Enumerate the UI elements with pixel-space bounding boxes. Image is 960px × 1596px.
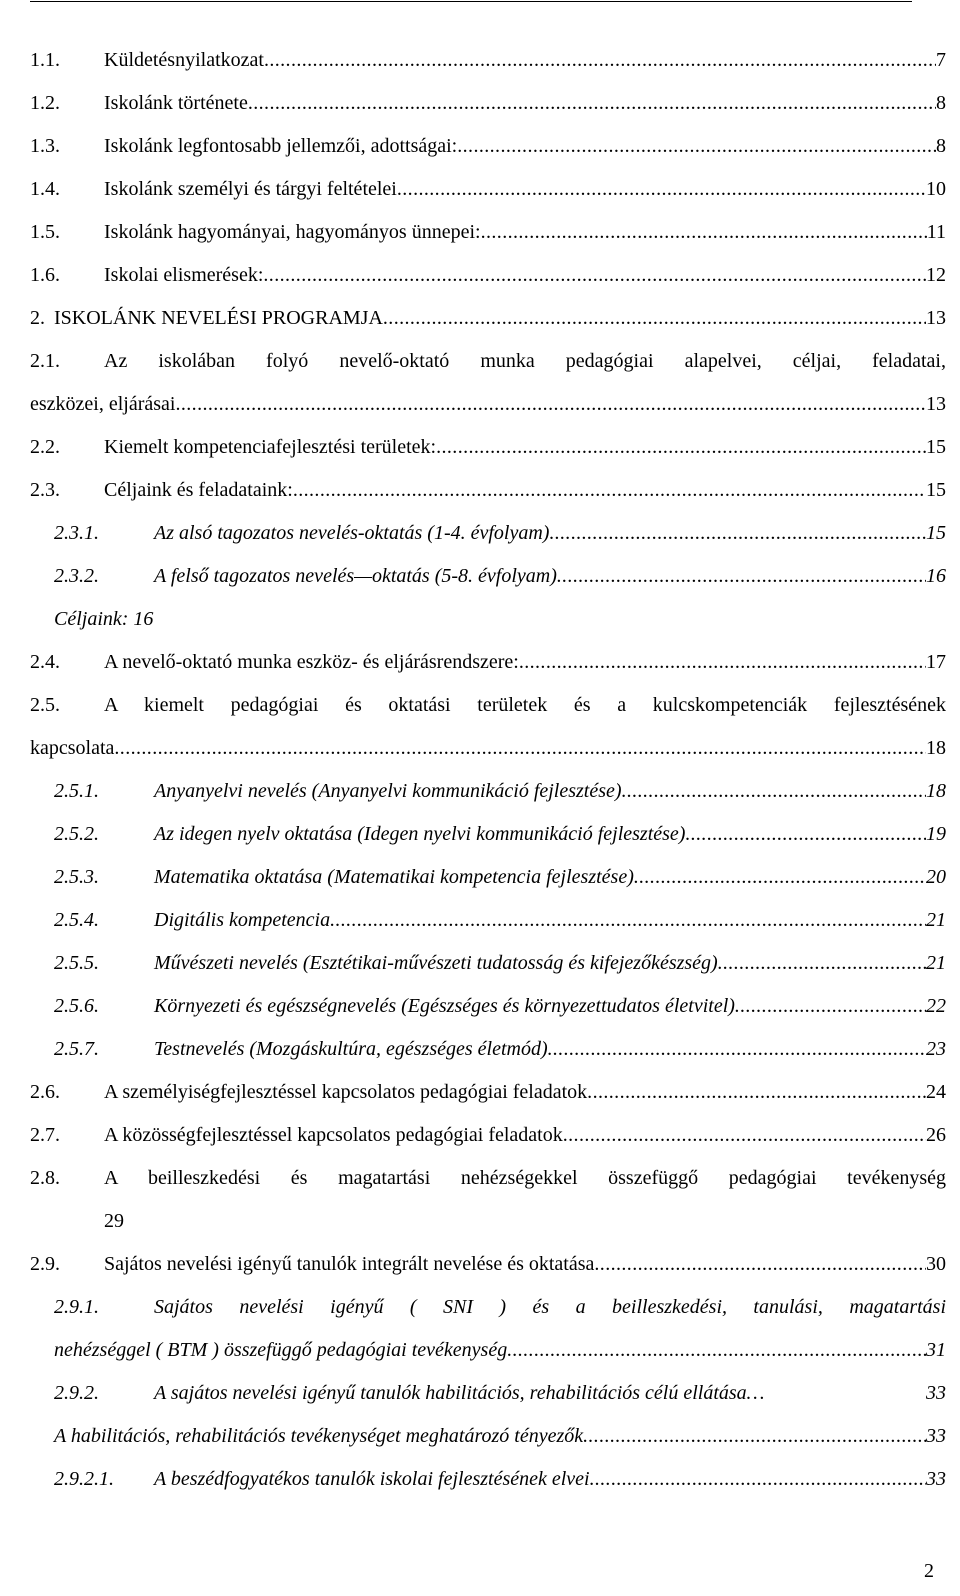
toc-page: 21 [926,909,946,931]
toc-entry-2-3[interactable] [30,470,946,510]
toc-title-line-1: A kiemelt pedagógiai és oktatási területek és a kulcskompetenciák fejlesztésének [104,694,946,716]
leader-dots [436,427,926,467]
toc-entry-2-5-cont[interactable] [30,728,946,768]
leader-dots [519,642,926,682]
toc-page: 23 [926,1038,946,1060]
toc-entry-2-3-2[interactable] [30,556,946,596]
toc-entry-1-3[interactable] [30,126,946,166]
toc-title-line-2: eszközei, eljárásai [30,393,176,415]
toc-title: Sajátos nevelési igényű tanulók integrált nevelése és oktatása [104,1253,595,1275]
toc-page: 21 [926,952,946,974]
toc-page: 8 [936,92,946,114]
toc-entry-1-2[interactable] [30,83,946,123]
toc-number: 1.5. [30,221,60,243]
toc-title: Iskolai elismerések: [104,264,264,286]
toc-page: 18 [926,780,946,802]
toc-title: Digitális kompetencia [154,909,331,931]
toc-title: Küldetésnyilatkozat [104,49,264,71]
toc-entry-2-5-3[interactable] [30,857,946,897]
leader-dots [557,556,926,596]
leader-dots [735,986,926,1026]
toc-entry-1-6[interactable] [30,255,946,295]
toc-entry-2-5[interactable] [30,685,946,725]
leader-dots [563,1115,926,1155]
toc-number: 2.3.2. [54,565,99,587]
leader-dots [507,1330,926,1370]
toc-number: 2.7. [30,1124,60,1146]
toc-title: Iskolánk legfontosabb jellemzői, adottságai: [104,135,458,157]
toc-title: Az idegen nyelv oktatása (Idegen nyelvi kommunikáció fejlesztése) [154,823,686,845]
toc-entry-2-8[interactable] [30,1158,946,1198]
toc-number: 2.5. [30,694,60,716]
toc-entry-2-5-4[interactable] [30,900,946,940]
toc-entry-2-5-1[interactable] [30,771,946,811]
leader-dots [718,943,926,983]
toc-title: Matematika oktatása (Matematikai kompetencia fejlesztése) [154,866,634,888]
toc-entry-2-9-2-1[interactable] [30,1459,946,1499]
toc-title: Művészeti nevelés (Esztétikai-művészeti tudatosság és kifejezőkészség) [154,952,718,974]
toc-title: A felső tagozatos nevelés—oktatás (5-8. évfolyam) [154,565,557,587]
toc-entry-2-5-2[interactable] [30,814,946,854]
leader-dots [481,212,927,252]
leader-dots [549,513,926,553]
leader-dots [114,728,926,768]
toc-number: 2.9.2.1. [54,1468,114,1490]
toc-entry-1-4[interactable] [30,169,946,209]
toc-page: 15 [926,522,946,544]
toc-page: 18 [926,737,946,759]
toc-number: 2.5.3. [54,866,99,888]
toc-number: 2.5.5. [54,952,99,974]
toc-number: 2. [30,307,45,329]
toc-title: Iskolánk hagyományai, hagyományos ünnepei: [104,221,481,243]
toc-page: 33 [926,1382,946,1404]
toc-page: 13 [926,393,946,415]
leader-dots [263,255,926,295]
toc-number: 1.3. [30,135,60,157]
toc-title: A személyiségfejlesztéssel kapcsolatos pedagógiai feladatok [104,1081,588,1103]
leader-dots [594,1244,926,1284]
toc-page: 22 [926,995,946,1017]
toc-entry-2-9-2[interactable] [30,1373,946,1413]
toc-page: 8 [936,135,946,157]
toc-number: 2.2. [30,436,60,458]
toc-page: 12 [926,264,946,286]
toc-number: 2.9. [30,1253,60,1275]
toc-title: Céljaink és feladataink: [104,479,293,501]
toc-page: 20 [926,866,946,888]
toc-entry-2-1-cont[interactable] [30,384,946,424]
toc-entry-2-1[interactable] [30,341,946,381]
leader-dots [264,40,936,80]
toc-number: 2.5.2. [54,823,99,845]
toc-entry-2-6[interactable] [30,1072,946,1112]
toc-title: A nevelő-oktató munka eszköz- és eljárásrendszere: [104,651,519,673]
toc-page: 33 [926,1468,946,1490]
leader-dots [457,126,936,166]
toc-page: 30 [926,1253,946,1275]
toc-entry-2-3-1[interactable] [30,513,946,553]
toc-title-line-1: Az iskolában folyó nevelő-oktató munka pedagógiai alapelvei, céljai, feladatai, [104,350,946,372]
toc-entry-2[interactable] [30,298,946,338]
toc-title: A beszédfogyatékos tanulók iskolai fejlesztésének elvei [154,1468,590,1490]
toc-number: 2.5.7. [54,1038,99,1060]
toc-number: 2.5.4. [54,909,99,931]
toc-entry-1-1[interactable] [30,40,946,80]
toc-title: A beilleszkedési és magatartási nehézségekkel összefüggő pedagógiai tevékenység [104,1167,946,1189]
toc-title: Iskolánk személyi és tárgyi feltételei [104,178,397,200]
leader-dots [590,1459,926,1499]
toc-page: 13 [926,307,946,329]
toc-number: 2.3. [30,479,60,501]
toc-title: Anyanyelvi nevelés (Anyanyelvi kommunikáció fejlesztése) [154,780,622,802]
top-rule [30,1,912,2]
leader-dots [330,900,926,940]
toc-entry-2-5-7[interactable] [30,1029,946,1069]
toc-title: Kiemelt kompetenciafejlesztési területek: [104,436,437,458]
toc-page: 31 [926,1339,946,1361]
toc-entry-celjaink[interactable] [30,599,946,639]
toc-page: 17 [926,651,946,673]
toc-page: 24 [926,1081,946,1103]
toc-title-line-2: nehézséggel ( BTM ) összefüggő pedagógiai tevékenység [54,1339,508,1361]
toc-page: 7 [936,49,946,71]
toc-entry-2-2[interactable] [30,427,946,467]
toc-title-line-2: kapcsolata [30,737,115,759]
toc-title-line-1: Sajátos nevelési igényű ( SNI ) és a beilleszkedési, tanulási, magatartási [154,1296,946,1318]
toc-page: 10 [926,178,946,200]
leader-dots [685,814,926,854]
leader-dots [248,83,936,123]
leader-dots [622,771,926,811]
toc-entry-2-7[interactable] [30,1115,946,1155]
page-number: 2 [924,1560,934,1582]
toc-title: A habilitációs, rehabilitációs tevékenységet meghatározó tényezők [54,1425,584,1447]
toc-number: 2.9.2. [54,1382,99,1404]
toc-entry-1-5[interactable] [30,212,946,252]
toc-entry-habilitacios[interactable] [30,1416,946,1456]
toc-number: 2.8. [30,1167,60,1189]
toc-number: 1.2. [30,92,60,114]
toc-title: A sajátos nevelési igényű tanulók habilitációs, rehabilitációs célú ellátása… [154,1382,765,1404]
toc-entry-2-9-1-cont[interactable] [30,1330,946,1370]
toc-number: 2.5.6. [54,995,99,1017]
toc-page: 16 [926,565,946,587]
toc-number: 2.5.1. [54,780,99,802]
toc-number: 1.4. [30,178,60,200]
leader-dots [293,470,926,510]
toc-page: 33 [926,1425,946,1447]
leader-dots [548,1029,926,1069]
leader-dots [175,384,926,424]
toc-page: 19 [926,823,946,845]
toc-title: Az alsó tagozatos nevelés-oktatás (1-4. évfolyam) [154,522,550,544]
toc-entry-2-9[interactable] [30,1244,946,1284]
toc-page: 29 [104,1210,124,1232]
toc-entry-2-4[interactable] [30,642,946,682]
toc-number: 1.1. [30,49,60,71]
toc-number: 2.3.1. [54,522,99,544]
toc-entry-2-5-6[interactable] [30,986,946,1026]
toc-number: 2.9.1. [54,1296,99,1318]
toc-number: 2.1. [30,350,60,372]
toc-page: 26 [926,1124,946,1146]
toc-number: 2.6. [30,1081,60,1103]
toc-number: 1.6. [30,264,60,286]
toc-title: ISKOLÁNK NEVELÉSI PROGRAMJA [54,307,383,329]
toc-title: A közösségfejlesztéssel kapcsolatos pedagógiai feladatok [104,1124,563,1146]
toc-entry-2-8-cont[interactable] [30,1201,946,1241]
toc-page: 11 [926,221,946,243]
toc-title: Iskolánk története [104,92,248,114]
toc-entry-2-5-5[interactable] [30,943,946,983]
toc-title: Céljaink: 16 [54,608,154,630]
leader-dots [634,857,926,897]
toc-title: Testnevelés (Mozgáskultúra, egészséges életmód) [154,1038,548,1060]
leader-dots [587,1072,926,1112]
toc-number: 2.4. [30,651,60,673]
leader-dots [383,298,926,338]
toc-page: 15 [926,436,946,458]
toc-title: Környezeti és egészségnevelés (Egészséges és környezettudatos életvitel) [154,995,735,1017]
toc-page: 15 [926,479,946,501]
leader-dots [583,1416,926,1456]
leader-dots [397,169,926,209]
toc-entry-2-9-1[interactable] [30,1287,946,1327]
